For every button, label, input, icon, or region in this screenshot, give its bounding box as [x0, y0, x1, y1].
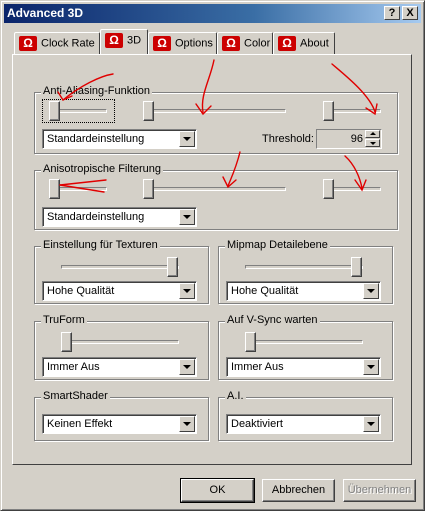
aa-slider-1-thumb[interactable] [49, 101, 60, 121]
threshold-label: Threshold: [262, 133, 314, 145]
tab-color[interactable]: Ω Color [217, 32, 273, 54]
mipmap-slider-thumb[interactable] [351, 257, 362, 277]
ai-combo-value: Deaktiviert [231, 418, 283, 430]
omega-icon: Ω [278, 36, 296, 51]
vsync-group [218, 314, 393, 380]
anisotropic-label: Anisotropische Filterung [43, 163, 162, 175]
antialiasing-combo[interactable] [42, 129, 197, 149]
textures-combo[interactable] [42, 281, 197, 301]
truform-combo-value: Immer Aus [47, 361, 100, 373]
vsync-slider-track [245, 340, 363, 344]
chevron-down-icon[interactable] [363, 359, 379, 375]
mipmap-combo[interactable] [226, 281, 381, 301]
anisotropic-combo-value: Standardeinstellung [47, 211, 145, 223]
window-title: Advanced 3D [7, 6, 84, 20]
vsync-combo[interactable] [226, 357, 381, 377]
threshold-spinner[interactable] [316, 129, 382, 149]
truform-label: TruForm [43, 314, 85, 326]
tab-about[interactable]: Ω About [273, 32, 335, 54]
textures-group [34, 239, 209, 304]
truform-slider-track [61, 340, 179, 344]
textures-slider-track [61, 265, 179, 269]
vsync-combo-value: Immer Aus [231, 361, 284, 373]
vsync-label: Auf V-Sync warten [227, 314, 318, 326]
smartshader-group [34, 390, 209, 441]
truform-group [34, 314, 209, 380]
ai-label: A.I. [227, 390, 244, 402]
antialiasing-combo-value: Standardeinstellung [47, 133, 145, 145]
anisotropic-group [34, 163, 398, 230]
textures-combo-value: Hohe Qualität [47, 285, 115, 297]
vsync-slider-thumb[interactable] [245, 332, 256, 352]
title-bar [4, 4, 421, 23]
chevron-down-icon[interactable] [179, 131, 195, 147]
anisotropic-combo[interactable] [42, 207, 197, 227]
omega-icon: Ω [105, 33, 123, 48]
af-slider-1-thumb[interactable] [49, 179, 60, 199]
tab-clock-rate[interactable]: Ω Clock Rate [14, 32, 100, 54]
smartshader-label: SmartShader [43, 390, 108, 402]
smartshader-combo[interactable] [42, 414, 197, 434]
tab-3d[interactable]: Ω 3D [100, 29, 148, 54]
mipmap-slider-track [245, 265, 363, 269]
mipmap-combo-value: Hohe Qualität [231, 285, 299, 297]
spin-down-icon[interactable] [365, 139, 380, 147]
textures-label: Einstellung für Texturen [43, 239, 158, 251]
tab-options[interactable]: Ω Options [148, 32, 217, 54]
mipmap-label: Mipmap Detailebene [227, 239, 328, 251]
chevron-down-icon[interactable] [179, 283, 195, 299]
spin-up-icon[interactable] [365, 130, 380, 138]
cancel-button[interactable]: Abbrechen [262, 479, 335, 502]
omega-icon: Ω [153, 36, 171, 51]
apply-button: Übernehmen [343, 479, 416, 502]
af-slider-3-thumb[interactable] [323, 179, 334, 199]
chevron-down-icon[interactable] [363, 283, 379, 299]
antialiasing-group [34, 85, 398, 154]
ai-group [218, 390, 393, 441]
chevron-down-icon[interactable] [179, 209, 195, 225]
truform-combo[interactable] [42, 357, 197, 377]
chevron-down-icon[interactable] [363, 416, 379, 432]
af-slider-2-thumb[interactable] [143, 179, 154, 199]
antialiasing-label: Anti-Aliasing-Funktion [43, 85, 150, 97]
threshold-value: 96 [350, 133, 363, 145]
tab-panel-3d [12, 54, 412, 465]
mipmap-group [218, 239, 393, 304]
ai-combo[interactable] [226, 414, 381, 434]
chevron-down-icon[interactable] [179, 416, 195, 432]
omega-icon: Ω [19, 36, 37, 51]
truform-slider-thumb[interactable] [61, 332, 72, 352]
textures-slider-thumb[interactable] [167, 257, 178, 277]
chevron-down-icon[interactable] [179, 359, 195, 375]
smartshader-combo-value: Keinen Effekt [47, 418, 113, 430]
aa-slider-2-thumb[interactable] [143, 101, 154, 121]
omega-icon: Ω [222, 36, 240, 51]
ok-button[interactable]: OK [181, 479, 254, 502]
aa-slider-3-thumb[interactable] [323, 101, 334, 121]
close-button[interactable]: X [402, 6, 418, 20]
aa-slider-2-track [148, 109, 286, 113]
help-button[interactable]: ? [384, 6, 400, 20]
af-slider-2-track [148, 187, 286, 191]
